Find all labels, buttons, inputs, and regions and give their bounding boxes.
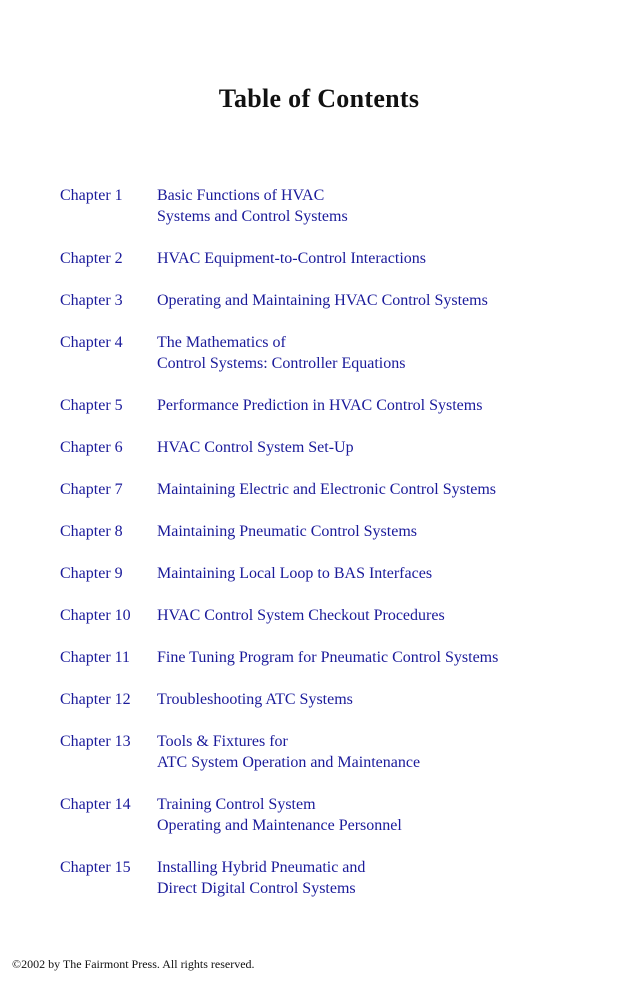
toc-entry-chapter-15[interactable] <box>60 857 620 899</box>
chapter-title[interactable]: Tools & Fixtures for <box>157 733 288 750</box>
chapter-title[interactable]: Installing Hybrid Pneumatic and <box>157 859 366 876</box>
page-title: Table of Contents <box>218 84 420 113</box>
toc-entry-chapter-5[interactable] <box>60 395 620 416</box>
chapter-label[interactable]: Chapter 6 <box>60 439 123 456</box>
chapter-label[interactable]: Chapter 9 <box>60 565 123 582</box>
toc-entry-chapter-6[interactable] <box>60 437 620 458</box>
chapter-title[interactable]: HVAC Control System Checkout Procedures <box>157 607 445 624</box>
chapter-title[interactable]: The Mathematics of <box>157 334 286 351</box>
chapter-title-continued[interactable]: Operating and Maintenance Personnel <box>157 817 402 834</box>
chapter-title[interactable]: Fine Tuning Program for Pneumatic Control Systems <box>157 649 499 666</box>
chapter-title[interactable]: HVAC Control System Set-Up <box>157 439 354 456</box>
chapter-title[interactable]: Basic Functions of HVAC <box>157 187 325 204</box>
chapter-title-continued[interactable]: Systems and Control Systems <box>157 208 348 225</box>
chapter-label[interactable]: Chapter 4 <box>60 334 123 351</box>
chapter-label[interactable]: Chapter 14 <box>60 796 131 813</box>
chapter-label[interactable]: Chapter 1 <box>60 187 123 204</box>
table-of-contents <box>60 185 620 899</box>
toc-entry-chapter-8[interactable] <box>60 521 620 542</box>
toc-entry-chapter-12[interactable] <box>60 689 620 710</box>
chapter-title[interactable]: Maintaining Electric and Electronic Control Systems <box>157 481 497 498</box>
chapter-title[interactable]: Maintaining Local Loop to BAS Interfaces <box>157 565 433 582</box>
chapter-label[interactable]: Chapter 13 <box>60 733 131 750</box>
toc-entry-chapter-4[interactable] <box>60 332 620 374</box>
chapter-label[interactable]: Chapter 12 <box>60 691 131 708</box>
chapter-title[interactable]: Maintaining Pneumatic Control Systems <box>157 523 417 540</box>
chapter-title[interactable]: Training Control System <box>157 796 316 813</box>
toc-entry-chapter-9[interactable] <box>60 563 620 584</box>
toc-entry-chapter-2[interactable] <box>60 248 620 269</box>
toc-entry-chapter-1[interactable] <box>60 185 620 227</box>
chapter-title[interactable]: Performance Prediction in HVAC Control Systems <box>157 397 483 414</box>
chapter-label[interactable]: Chapter 8 <box>60 523 123 540</box>
chapter-title[interactable]: Operating and Maintaining HVAC Control Systems <box>157 292 488 309</box>
chapter-label[interactable]: Chapter 5 <box>60 397 123 414</box>
chapter-title[interactable]: Troubleshooting ATC Systems <box>157 691 353 708</box>
chapter-label[interactable]: Chapter 2 <box>60 250 123 267</box>
chapter-label[interactable]: Chapter 3 <box>60 292 123 309</box>
chapter-label[interactable]: Chapter 10 <box>60 607 131 624</box>
toc-entry-chapter-7[interactable] <box>60 479 620 500</box>
toc-entry-chapter-10[interactable] <box>60 605 620 626</box>
toc-entry-chapter-11[interactable] <box>60 647 620 668</box>
chapter-title-continued[interactable]: ATC System Operation and Maintenance <box>157 754 421 771</box>
chapter-label[interactable]: Chapter 11 <box>60 649 131 666</box>
chapter-label[interactable]: Chapter 7 <box>60 481 123 498</box>
toc-entry-chapter-13[interactable] <box>60 731 620 773</box>
toc-entry-chapter-3[interactable] <box>60 290 620 311</box>
chapter-title-continued[interactable]: Control Systems: Controller Equations <box>157 355 406 372</box>
copyright-notice: ©2002 by The Fairmont Press. All rights reserved. <box>12 957 255 971</box>
toc-entry-chapter-14[interactable] <box>60 794 620 836</box>
chapter-title[interactable]: HVAC Equipment-to-Control Interactions <box>157 250 426 267</box>
chapter-title-continued[interactable]: Direct Digital Control Systems <box>157 880 356 897</box>
chapter-label[interactable]: Chapter 15 <box>60 859 131 876</box>
